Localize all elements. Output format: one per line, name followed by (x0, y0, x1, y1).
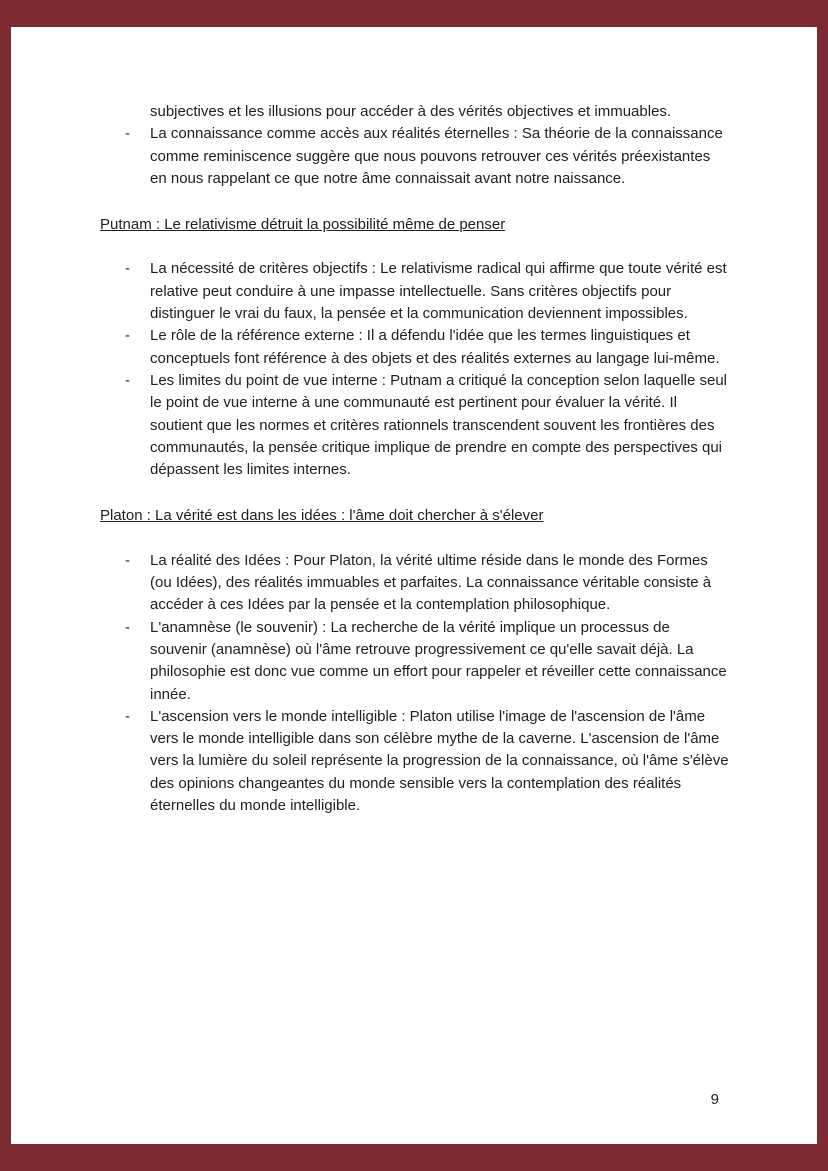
paragraph-continuation: subjectives et les illusions pour accéder à des vérités objectives et immuables. (150, 103, 672, 120)
list-item (100, 550, 729, 617)
list-item-text: Les limites du point de vue interne : Putnam a critiqué la conception selon laquelle seul le point de vue interne à une communauté est pertinent pour évaluer la vérité. Il soutient que les normes et critères rationnels transcendent souvent les frontières des communautés, la pensée critique implique de prendre en compte des perspectives qui dépassent les limites internes. (150, 371, 728, 479)
page-number: 9 (710, 1091, 719, 1108)
bullet-marker: - (125, 551, 130, 569)
section-heading-putnam: Putnam : Le relativisme détruit la possibilité même de penser (100, 216, 506, 234)
bullet-marker: - (125, 125, 130, 143)
list-item-text: La nécessité de critères objectifs : Le relativisme radical qui affirme que toute vérité est relative peut conduire à une impasse intellectuelle. Sans critères objectifs pour distinguer le vrai du faux, la pensée et la communication deviennent impossibles. (150, 260, 727, 323)
bullet-marker: - (125, 260, 130, 278)
list-item-text: L'anamnèse (le souvenir) : La recherche de la vérité implique un processus de souvenir (anamnèse) où l'âme retrouve progressivement ce qu'elle savait déjà. La philosophie est donc vue comme un effort pour rappeler et réveiller cette connaissance innée. (150, 618, 727, 703)
list-item-text: La connaissance comme accès aux réalités éternelles : Sa théorie de la connaissance comme reminiscence suggère que nous pouvons retrouver ces vérités préexistantes en nous rappelant ce que notre âme connaissait avant notre naissance. (150, 125, 723, 187)
list-item (100, 706, 729, 817)
bullet-marker: - (125, 707, 130, 725)
list-item (100, 123, 729, 190)
list-item (100, 325, 729, 370)
list-item (100, 370, 729, 481)
list-item-text: Le rôle de la référence externe : Il a défendu l'idée que les termes linguistiques et conceptuels font référence à des objets et des réalités externes au langage lui-même. (150, 327, 720, 367)
list-item-text: La réalité des Idées : Pour Platon, la vérité ultime réside dans le monde des Formes (ou Idées), des réalités immuables et parfaites. La connaissance véritable consiste à accéder à ces Idées par la pensée et la contemplation philosophique. (150, 551, 712, 614)
list-item (100, 617, 729, 706)
bullet-marker: - (125, 618, 130, 636)
list-item-text: L'ascension vers le monde intelligible : Platon utilise l'image de l'ascension de l'âme vers le monde intelligible dans son célèbre mythe de la caverne. L'ascension de l'âme vers la lumière du soleil représente la progression de la connaissance, où l'âme s'élève des opinions changeantes du monde sensible vers la contemplation des réalités éternelles du monde intelligible. (150, 707, 729, 815)
bullet-marker: - (125, 371, 130, 389)
page-content (11, 27, 817, 817)
section-heading-platon: Platon : La vérité est dans les idées : l'âme doit chercher à s'élever (100, 507, 544, 525)
bullet-marker: - (125, 327, 130, 345)
list-item (100, 258, 729, 325)
